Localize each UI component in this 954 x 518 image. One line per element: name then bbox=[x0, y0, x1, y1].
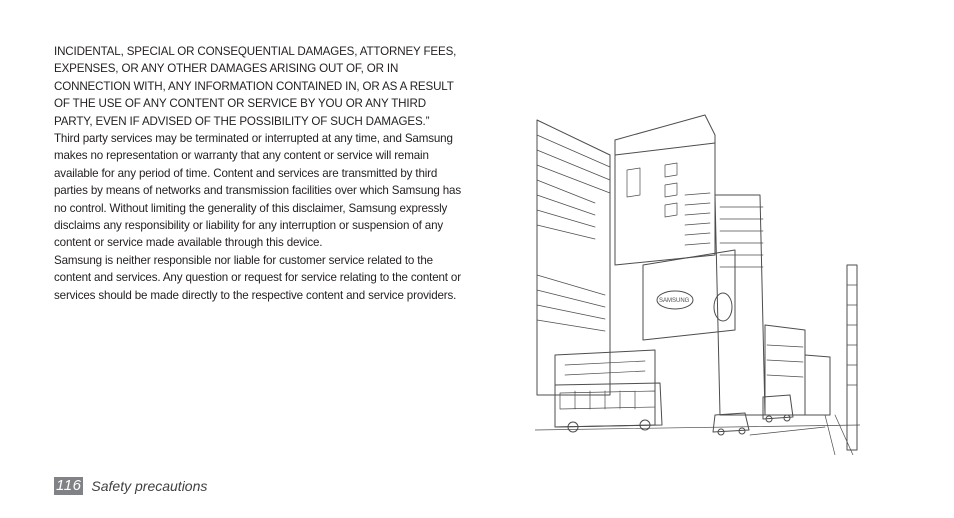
billboard-samsung-label: SAMSUNG bbox=[659, 298, 690, 304]
paragraph-customer-service: Samsung is neither responsible nor liable for customer service related to the content and services. Any question or request for service relating to the content or services should be made directly to the respective content and service providers. bbox=[54, 253, 461, 302]
sketch-city-icon bbox=[535, 95, 860, 455]
page-footer bbox=[54, 477, 207, 495]
paragraph-third-party-services: Third party services may be terminated or interrupted at any time, and Samsung makes no representation or warranty that any content or service will remain available for any period of time. Content and services are transmitted by third parties by means of networks and transmission facilities over which Samsung has no control. Without limiting the generality of this disclaimer, Samsung expressly disclaims any responsibility or liability for any interruption or suspension of any content or service made available through this device. bbox=[54, 132, 462, 250]
paragraph-damages: INCIDENTAL, SPECIAL OR CONSEQUENTIAL DAMAGES, ATTORNEY FEES, EXPENSES, OR ANY OTHER DAMAGES ARISING OUT OF, OR IN CONNECTION WITH, ANY INFORMATION CONTAINED IN, OR AS A RESULT OF THE USE OF ANY CONTENT OR SERVICE BY YOU OR ANY THIRD PARTY, EVEN IF ADVISED OF THE POSSIBILITY OF SUCH DAMAGES.” bbox=[54, 45, 457, 128]
page-number: 116 bbox=[56, 477, 82, 494]
disclaimer-text bbox=[54, 43, 464, 304]
city-street-illustration bbox=[535, 95, 860, 455]
section-title: Safety precautions bbox=[91, 478, 208, 494]
